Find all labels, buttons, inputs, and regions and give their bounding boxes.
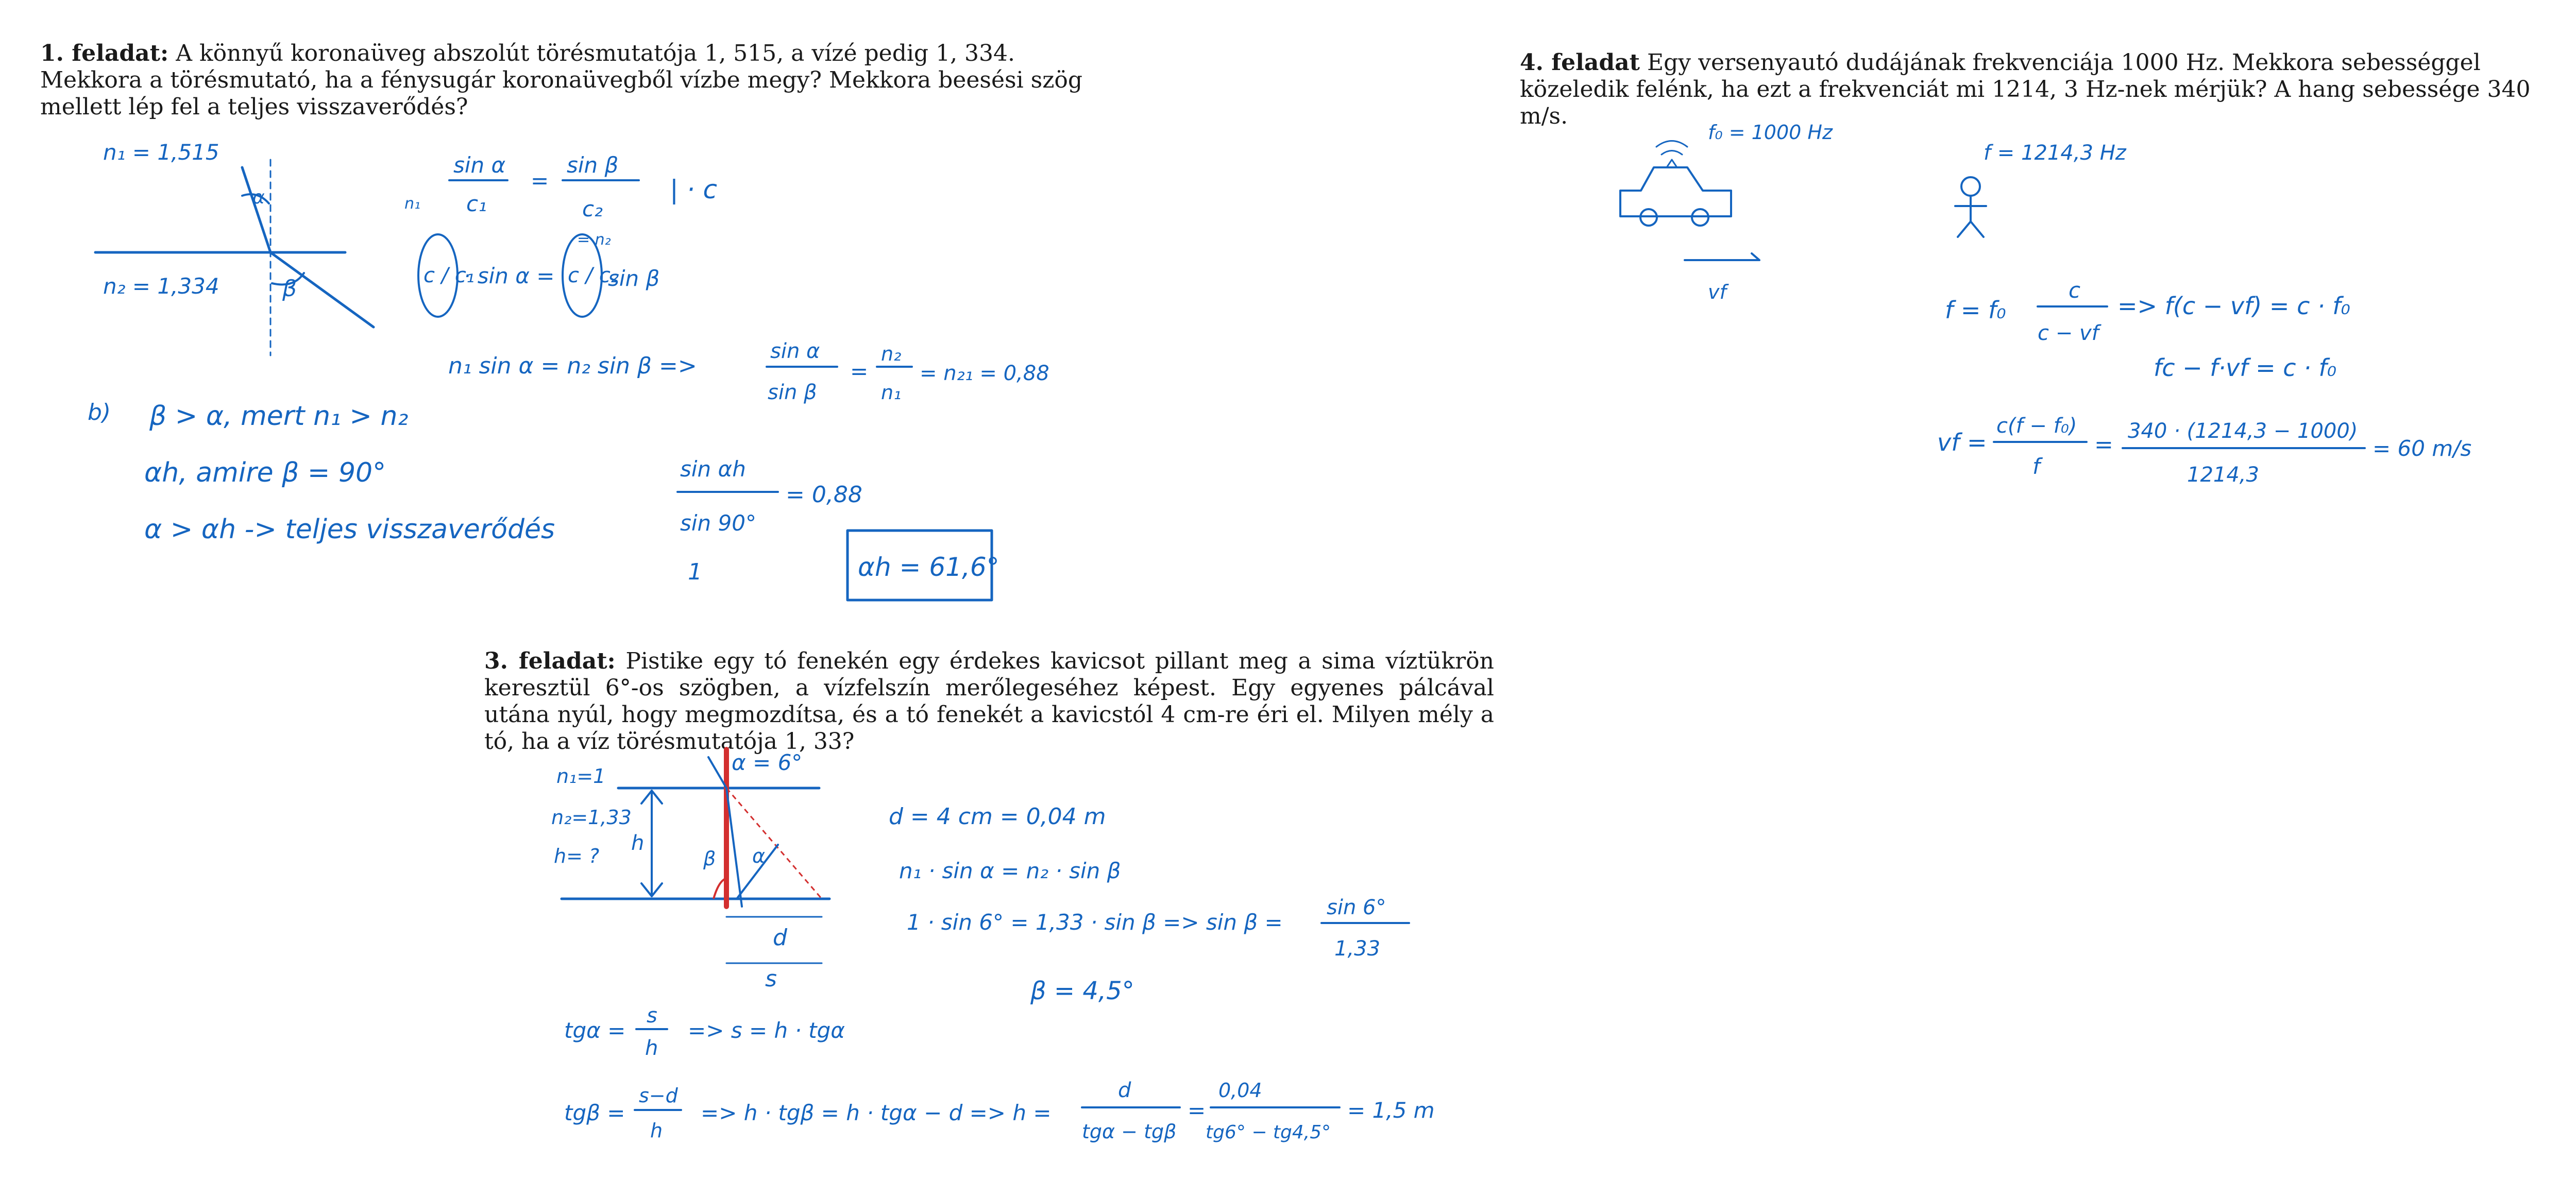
doppler-expanded: fc − f·vf = c · f₀ [2154,354,2337,382]
observed-frequency: f = 1214,3 Hz [1984,141,2126,165]
lake-alpha: α [752,845,766,867]
beta-value: β = 4,5° [1030,977,1134,1005]
lake-n2: n₂=1,33 [551,806,632,829]
speed-answer: = 60 m/s [2372,436,2472,461]
problem-4-label: 4. feladat [1520,49,1640,76]
problem-1-text: A könnyű koronaüveg abszolút törésmutatója 1, 515, a vízé pedig 1, 334. Mekkora a törésmutató, ha a fénysugár koronaüvegből vízbe megy? Mekkora beesési szög mellett lép fel a teljes visszaverődés? [40,40,1083,120]
doppler-lhs: f = f₀ [1945,296,2006,324]
source-frequency: f₀ = 1000 Hz [1708,121,1833,144]
beta-label: β [282,276,297,302]
depth-num: d [1118,1079,1131,1102]
part-b-line-1: β > α, mert n₁ > n₂ [149,401,409,432]
c-over-c1: c / c₁ [423,264,474,287]
tan-beta-lhs: tgβ = [564,1100,625,1125]
problem-3-label: 3. feladat: [484,648,616,674]
problem-4-text: Egy versenyautó dudájának frekvenciája 1000 Hz. Mekkora sebességgel közeledik felénk, ha ezt a frekvenciát mi 1214, 3 Hz-nek mérjük? A hang sebessége 340 m/s. [1520,49,2531,129]
speed-lhs: vf = [1937,429,1987,456]
c-over-c2: c / c₂ [568,264,619,287]
critical-equals: = 0,88 [786,482,862,508]
tan-alpha-den: h [645,1036,658,1060]
solution-1 [88,140,1049,600]
depth-derivation: => h · tgβ = h · tgα − d => h = [701,1100,1052,1125]
lake-n1: n₁=1 [556,765,606,788]
distance-conversion: d = 4 cm = 0,04 m [889,804,1106,830]
speed-equals: = [2094,432,2113,458]
sin6-num: sin 6° [1327,896,1386,919]
depth-den-2: tg6° − tg4,5° [1206,1122,1331,1143]
snell-law-line: n₁ sin α = n₂ sin β => [448,353,697,379]
tan-beta-num: s−d [639,1084,678,1107]
sin-beta-term: sin β [608,266,660,291]
critical-angle-answer: αh = 61,6° [858,552,999,582]
lake-depth-h: h [631,831,645,855]
snell-substitution: 1 · sin 6° = 1,33 · sin β => sin β = [907,910,1283,935]
lake-distance-s: s [765,966,777,992]
part-b-label: b) [88,399,111,425]
speed-num: c(f − f₀) [1996,414,2077,438]
relative-index-result: = n₂₁ = 0,88 [920,362,1049,385]
speed-num-2: 340 · (1214,3 − 1000) [2128,419,2358,443]
lake-distance-d: d [773,925,787,951]
ratio-den: sin β [768,381,817,404]
refraction-diagram-1 [95,140,374,355]
ratio-n1: n₁ [881,381,902,404]
doppler-den: c − vf [2038,321,2099,345]
snell-num-2: sin β [567,152,619,178]
car-sketch [1620,121,1833,303]
problem-3-text: Pistike egy tó fenekén egy érdekes kavicsot pillant meg a sima víztükrön keresztül 6°-os szögben, a vízfelszín merőlegeséhez képest. Egy egyenes pálcával utána nyúl, hogy megmozdítsa, és a tó fenekét a kavicstól 4 cm-re éri el. Milyen mély a tó, ha a víz törésmutatója 1, 33? [484,648,1494,755]
lake-diagram [551,749,829,992]
doppler-rearranged: => f(c − vf) = c · f₀ [2117,292,2350,320]
speed-den-2: 1214,3 [2187,463,2259,487]
depth-answer: = 1,5 m [1347,1098,1435,1123]
lake-beta: β [703,847,716,870]
observer-sketch [1955,141,2127,237]
solution-3 [551,749,1435,1143]
n1-mark: n₁ [404,195,421,213]
tan-alpha-rest: => s = h · tgα [688,1018,845,1043]
tan-alpha-num: s [647,1004,657,1028]
n2-label: n₂ = 1,334 [103,274,219,299]
ratio-num: sin α [770,339,820,363]
multiply-c: | · c [670,175,718,204]
depth-num-2: 0,04 [1218,1079,1262,1102]
snell-law-3: n₁ · sin α = n₂ · sin β [899,858,1121,883]
solution-4 [1620,121,2471,487]
tan-alpha-lhs: tgα = [564,1018,626,1043]
sin6-den: 1,33 [1334,937,1381,961]
n2-mark: = n₂ [577,231,611,249]
part-b-line-2: αh, amire β = 90° [144,457,386,488]
critical-num: sin αh [680,456,746,482]
snell-num-1: sin α [453,152,506,178]
n1-label: n₁ = 1,515 [103,140,219,165]
doppler-num: c [2069,278,2081,303]
source-speed: vf [1708,281,1726,303]
sin-alpha-term: · sin α = [464,263,555,288]
part-b-line-3: α > αh -> teljes visszaverődés [144,514,555,545]
alpha-label: α [252,187,265,208]
snell-den-1: c₁ [466,191,487,216]
lake-alpha-6: α = 6° [732,750,803,775]
tan-beta-den: h [650,1119,663,1142]
lake-h-unknown: h= ? [554,845,600,867]
sin90-equals-one: 1 [688,559,702,585]
problem-1-label: 1. feladat: [40,40,169,66]
ratio-equals: = [850,358,869,384]
depth-den: tgα − tgβ [1082,1120,1177,1143]
ratio-n2: n₂ [881,343,902,365]
speed-den: f [2032,454,2040,479]
snell-equals: = [531,168,549,193]
snell-den-2: c₂ [582,196,603,221]
critical-den: sin 90° [680,510,756,536]
depth-equals: = [1188,1098,1206,1123]
